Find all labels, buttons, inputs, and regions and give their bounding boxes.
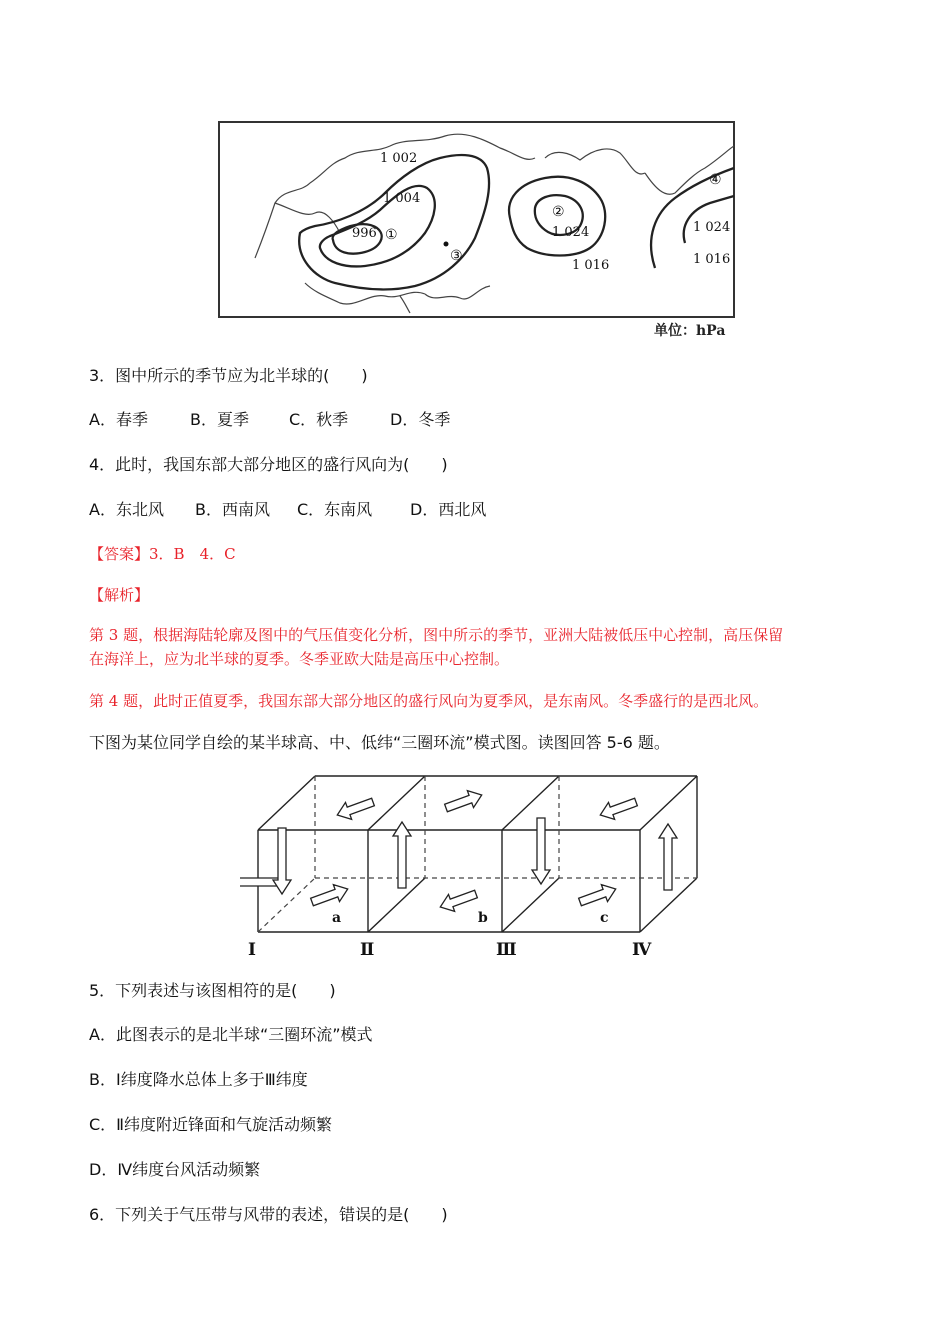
answer-text: 3．B 4．C: [149, 545, 236, 563]
marker-circle-1: ①: [385, 227, 398, 243]
analysis-label: 【解析】: [89, 586, 150, 604]
question-3-option-d: D．冬季: [390, 410, 451, 429]
intro-questions-5-6: 下图为某位同学自绘的某半球高、中、低纬“三圈环流”模式图。读图回答 5-6 题。: [89, 733, 670, 752]
analysis-paragraph-2: 第 4 题，此时正值夏季，我国东部大部分地区的盛行风向为夏季风，是东南风。冬季盛行的是西北风。: [89, 692, 769, 710]
isobar-label-1004: 1 004: [383, 191, 421, 206]
question-4-option-a: A．东北风: [89, 500, 164, 519]
question-3-stem: 3．图中所示的季节应为北半球的( ): [89, 366, 368, 385]
question-4-option-b: B．西南风: [195, 500, 270, 519]
isobar-label-1024-b: 1 024: [693, 220, 731, 235]
latitude-label-4: Ⅳ: [632, 940, 652, 960]
question-3-option-c: C．秋季: [289, 410, 349, 429]
isobar-label-1002: 1 002: [380, 151, 418, 166]
question-5-option-d: D．Ⅳ纬度台风活动频繁: [89, 1160, 261, 1179]
question-4-stem: 4．此时，我国东部大部分地区的盛行风向为( ): [89, 455, 448, 474]
question-5-stem: 5．下列表述与该图相符的是( ): [89, 981, 336, 1000]
isobar-label-1024-a: 1 024: [552, 225, 590, 240]
marker-circle-2: ②: [552, 204, 565, 220]
isobar-label-1016-a: 1 016: [572, 258, 610, 273]
analysis-paragraph-1-line-1: 第 3 题，根据海陆轮廓及图中的气压值变化分析，图中所示的季节，亚洲大陆被低压中心控制，高压保留: [89, 626, 784, 644]
analysis-paragraph-1-line-2: 在海洋上，应为北半球的夏季。冬季亚欧大陆是高压中心控制。: [89, 650, 510, 668]
answer-block: [89, 543, 236, 564]
question-3-option-a: A．春季: [89, 410, 148, 429]
answer-label: 【答案】: [89, 545, 150, 563]
marker-circle-3: ③: [450, 248, 463, 264]
question-4-option-c: C．东南风: [297, 500, 373, 519]
cell-label-a: a: [332, 910, 342, 926]
cell-label-b: b: [478, 910, 488, 926]
question-4-option-d: D．西北风: [410, 500, 487, 519]
marker-circle-4: ④: [709, 172, 722, 188]
cell-label-c: c: [600, 910, 609, 926]
latitude-label-3: Ⅲ: [496, 940, 517, 960]
question-5-option-c: C．Ⅱ纬度附近锋面和气旋活动频繁: [89, 1115, 333, 1134]
question-6-stem: 6．下列关于气压带与风带的表述，错误的是( ): [89, 1205, 448, 1224]
isobar-label-1016-b: 1 016: [693, 252, 731, 267]
question-5-option-b: B．Ⅰ纬度降水总体上多于Ⅲ纬度: [89, 1070, 308, 1089]
isobar-label-996: 996: [352, 226, 377, 241]
map-unit-label: 单位：hPa: [654, 323, 726, 339]
question-3-option-b: B．夏季: [190, 410, 249, 429]
question-5-option-a: A．此图表示的是北半球“三圈环流”模式: [89, 1025, 373, 1044]
latitude-label-1: Ⅰ: [248, 940, 256, 960]
three-cell-circulation-diagram: [240, 770, 710, 965]
isobar-map: [215, 118, 740, 320]
latitude-label-2: Ⅱ: [360, 940, 375, 960]
